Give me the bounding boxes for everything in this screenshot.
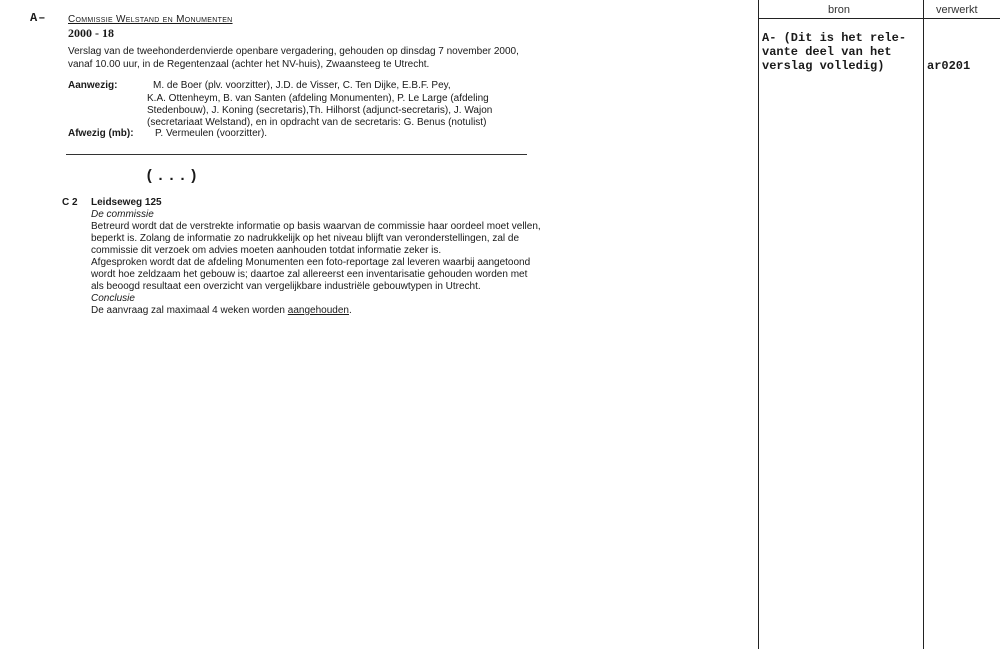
intro-line: Verslag van de tweehonderdenvierde openbare vergadering, gehouden op dinsdag 7 november 2000,	[68, 46, 519, 57]
present-line: M. de Boer (plv. voorzitter), J.D. de Visser, C. Ten Dijke, E.B.F. Pey,	[153, 80, 451, 91]
column-divider	[758, 0, 759, 649]
body-line: Afgesproken wordt dat de afdeling Monumenten een foto-reportage zal leveren waarbij aangetoond	[91, 257, 531, 268]
absent-line: P. Vermeulen (voorzitter).	[155, 128, 268, 139]
body-line: als beoogd resultaat een overzicht van vergelijkbare industriële gebouwtypen in Utrecht.	[91, 281, 481, 292]
intro-line: vanaf 10.00 uur, in de Regentenzaal (achter het NV-huis), Zwaansteeg te Utrecht.	[68, 59, 430, 70]
conclusion-underlined-word: aangehouden	[287, 305, 349, 316]
subheading-conclusion: Conclusie	[91, 293, 135, 304]
source-note-line: verslag volledig)	[762, 59, 885, 73]
conclusion-text: De aanvraag zal maximaal 4 weken worden	[91, 305, 288, 316]
present-line: K.A. Ottenheym, B. van Santen (afdeling Monumenten), P. Le Large (afdeling	[147, 93, 489, 104]
conclusion-end: .	[348, 305, 352, 316]
omission-marker: (...)	[145, 168, 201, 185]
header-rule	[758, 18, 1000, 19]
conclusion-line	[91, 305, 352, 316]
absent-label: Afwezig (mb):	[68, 128, 134, 139]
present-line: Stedenbouw), J. Koning (secretaris),Th. Hilhorst (adjunct-secretaris), J. Wajon	[147, 105, 493, 116]
column-header-source: bron	[828, 4, 851, 16]
body-line: Betreurd wordt dat de verstrekte informatie op basis waarvan de commissie haar oordeel moet vellen,	[91, 221, 541, 232]
item-number: C 2	[62, 197, 78, 208]
subheading-commission: De commissie	[91, 209, 154, 220]
source-note-line: A- (Dit is het rele-	[762, 31, 907, 45]
column-header-processed: verwerkt	[936, 4, 978, 16]
body-line: wordt hoe zeldzaam het gebouw is; daartoe zal allereerst een inventarisatie gehouden worden met	[91, 269, 528, 280]
committee-name: Commissie Welstand en Monumenten	[68, 14, 233, 25]
column-divider	[923, 0, 924, 649]
margin-label: A–	[30, 11, 47, 25]
body-line: beperkt is. Zolang de informatie zo nadrukkelijk op het niveau blijft van veronderstellingen, zal de	[91, 233, 520, 244]
present-line: (secretariaat Welstand), en in opdracht van de secretaris: G. Benus (notulist)	[147, 117, 487, 128]
meeting-number: 2000 - 18	[68, 26, 114, 40]
processed-code: ar0201	[927, 59, 971, 73]
body-line: commissie dit verzoek om advies moeten aanhouden totdat informatie zeker is.	[91, 245, 442, 256]
section-divider	[66, 154, 527, 155]
source-note-line: vante deel van het	[762, 45, 892, 59]
item-title: Leidseweg 125	[91, 197, 162, 208]
present-label: Aanwezig:	[68, 80, 118, 91]
